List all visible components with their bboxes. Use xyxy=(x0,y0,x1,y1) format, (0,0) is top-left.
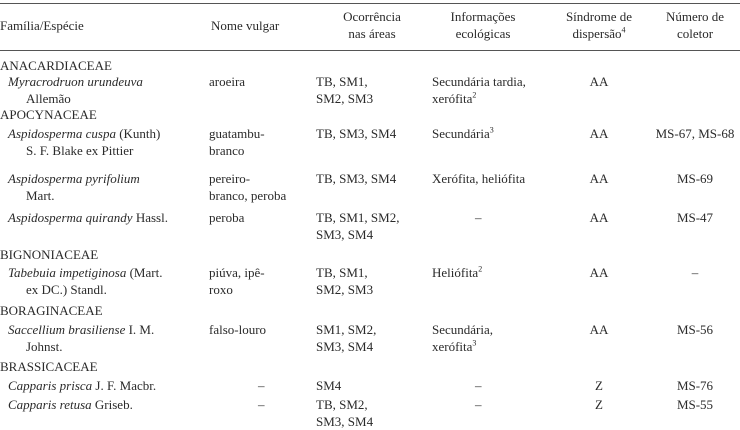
ecology-line2: xerófita xyxy=(432,339,473,354)
occurrence-line1: TB, SM1, xyxy=(316,265,368,280)
species-author: Griseb. xyxy=(91,397,133,412)
header-sindrome-line1: Síndrome de xyxy=(565,9,633,24)
species-name xyxy=(8,264,162,298)
species-binomial: Capparis prisca xyxy=(8,378,93,393)
species-name xyxy=(8,377,156,394)
occurrence xyxy=(316,396,373,430)
occurrence-line2: SM2, SM3 xyxy=(316,91,374,106)
collector-number: MS-76 xyxy=(676,378,714,393)
ecology-info: – xyxy=(475,397,482,412)
collector-number: MS-47 xyxy=(676,210,714,225)
header-sindrome-footnote: 4 xyxy=(621,25,626,35)
occurrence xyxy=(316,73,373,107)
occurrence-line2: SM3, SM4 xyxy=(316,339,374,354)
family-row: APOCYNACEAE xyxy=(0,107,97,122)
common-name-line2: branco, peroba xyxy=(209,188,287,203)
header-ocorrencia-line1: Ocorrência xyxy=(343,9,401,24)
collector-number: MS-55 xyxy=(676,397,714,412)
dispersal-syndrome: AA xyxy=(589,126,609,141)
header-sindrome xyxy=(554,8,644,42)
species-binomial: Myracrodruon urundeuva xyxy=(8,74,143,89)
common-name xyxy=(209,170,286,204)
ecology-info xyxy=(432,73,526,107)
occurrence-line2: SM3, SM4 xyxy=(316,227,374,242)
ecology-line1: Secundária, xyxy=(432,322,494,337)
species-name xyxy=(8,396,133,413)
header-ocorrencia-line2: nas áreas xyxy=(348,26,396,41)
occurrence: TB, SM3, SM4 xyxy=(316,126,397,141)
family-row: BRASSICACEAE xyxy=(0,359,98,374)
occurrence xyxy=(316,209,399,243)
species-author-cont: ex DC.) Standl. xyxy=(26,282,107,297)
common-name xyxy=(209,73,245,90)
ecology-info xyxy=(432,264,482,281)
ecology-line2: xerófita xyxy=(432,91,473,106)
occurrence-line2: SM3, SM4 xyxy=(316,414,374,429)
species-name xyxy=(8,209,168,226)
occurrence-line1: TB, SM2, xyxy=(316,397,368,412)
species-author: Hassl. xyxy=(132,210,168,225)
occurrence: TB, SM3, SM4 xyxy=(316,171,397,186)
species-author: (Kunth) xyxy=(115,126,161,141)
header-informacoes-line2: ecológicas xyxy=(455,26,511,41)
common-name-line1: pereiro- xyxy=(209,171,251,186)
dispersal-syndrome: AA xyxy=(589,171,609,186)
species-binomial: Aspidosperma cuspa xyxy=(8,126,116,141)
common-name-line1: aroeira xyxy=(209,74,246,89)
ecology-footnote: 3 xyxy=(489,125,494,135)
collector-number: MS-67, MS-68 xyxy=(655,126,735,141)
header-familia: Família/Espécie xyxy=(0,18,84,33)
ecology-info: – xyxy=(475,210,482,225)
occurrence-line1: TB, SM1, xyxy=(316,74,368,89)
ecology-info xyxy=(432,321,493,355)
family-row: BORAGINACEAE xyxy=(0,303,103,318)
header-sindrome-line2: dispersão xyxy=(572,26,622,41)
ecology-footnote: 3 xyxy=(472,338,477,348)
species-binomial: Aspidosperma quirandy xyxy=(8,210,133,225)
ecology-info: Xerófita, heliófita xyxy=(432,171,526,186)
family-row: ANACARDIACEAE xyxy=(0,58,112,73)
species-name xyxy=(8,73,143,107)
dispersal-syndrome: AA xyxy=(589,322,609,337)
common-name xyxy=(209,264,265,298)
dispersal-syndrome: Z xyxy=(595,397,603,412)
species-name xyxy=(8,170,140,204)
species-author: J. F. Macbr. xyxy=(92,378,157,393)
dispersal-syndrome: AA xyxy=(589,265,609,280)
occurrence: SM4 xyxy=(316,378,342,393)
occurrence-line1: TB, SM1, SM2, xyxy=(316,210,400,225)
species-author-cont: Allemão xyxy=(26,91,71,106)
collector-number: – xyxy=(691,265,699,280)
species-name xyxy=(8,125,160,159)
ecology-info: – xyxy=(475,378,482,393)
header-informacoes-line1: Informações xyxy=(450,9,516,24)
top-rule xyxy=(0,3,740,4)
common-name: – xyxy=(258,397,265,412)
occurrence xyxy=(316,321,376,355)
ecology-info xyxy=(432,125,494,142)
header-informacoes xyxy=(418,8,548,42)
ecology-line1: Secundária xyxy=(432,126,490,141)
common-name: peroba xyxy=(209,210,245,225)
species-binomial: Capparis retusa xyxy=(8,397,92,412)
collector-number: MS-56 xyxy=(676,322,714,337)
species-author-cont: Mart. xyxy=(26,188,55,203)
common-name-line2: branco xyxy=(209,143,245,158)
common-name-line1: piúva, ipê- xyxy=(209,265,265,280)
species-binomial: Saccellium brasiliense xyxy=(8,322,126,337)
common-name: – xyxy=(258,378,265,393)
ecology-footnote: 2 xyxy=(472,90,477,100)
header-nome-vulgar: Nome vulgar xyxy=(211,18,280,33)
ecology-line1: Heliófita xyxy=(432,265,479,280)
header-numero-line1: Número de xyxy=(665,9,725,24)
common-name-line1: guatambu- xyxy=(209,126,265,141)
occurrence xyxy=(316,264,373,298)
species-author: I. M. xyxy=(125,322,155,337)
common-name xyxy=(209,125,265,159)
collector-number: MS-69 xyxy=(676,171,714,186)
species-name xyxy=(8,321,154,355)
header-numero-line2: coletor xyxy=(676,26,714,41)
dispersal-syndrome: Z xyxy=(595,378,603,393)
dispersal-syndrome: AA xyxy=(589,210,609,225)
species-binomial: Aspidosperma pyrifolium xyxy=(8,171,140,186)
header-numero-coletor xyxy=(650,8,740,42)
occurrence-line1: SM1, SM2, xyxy=(316,322,377,337)
common-name-line2: roxo xyxy=(209,282,233,297)
ecology-line1: Secundária tardia, xyxy=(432,74,526,89)
species-author-cont: Johnst. xyxy=(26,339,63,354)
common-name: falso-louro xyxy=(209,322,267,337)
species-binomial: Tabebuia impetiginosa xyxy=(8,265,127,280)
species-author-cont: S. F. Blake ex Pittier xyxy=(26,143,134,158)
species-author: (Mart. xyxy=(126,265,163,280)
family-row: BIGNONIACEAE xyxy=(0,247,99,262)
ecology-footnote: 2 xyxy=(478,264,483,274)
occurrence-line2: SM2, SM3 xyxy=(316,282,374,297)
dispersal-syndrome: AA xyxy=(589,74,609,89)
header-rule xyxy=(0,50,740,51)
header-ocorrencia xyxy=(316,8,428,42)
